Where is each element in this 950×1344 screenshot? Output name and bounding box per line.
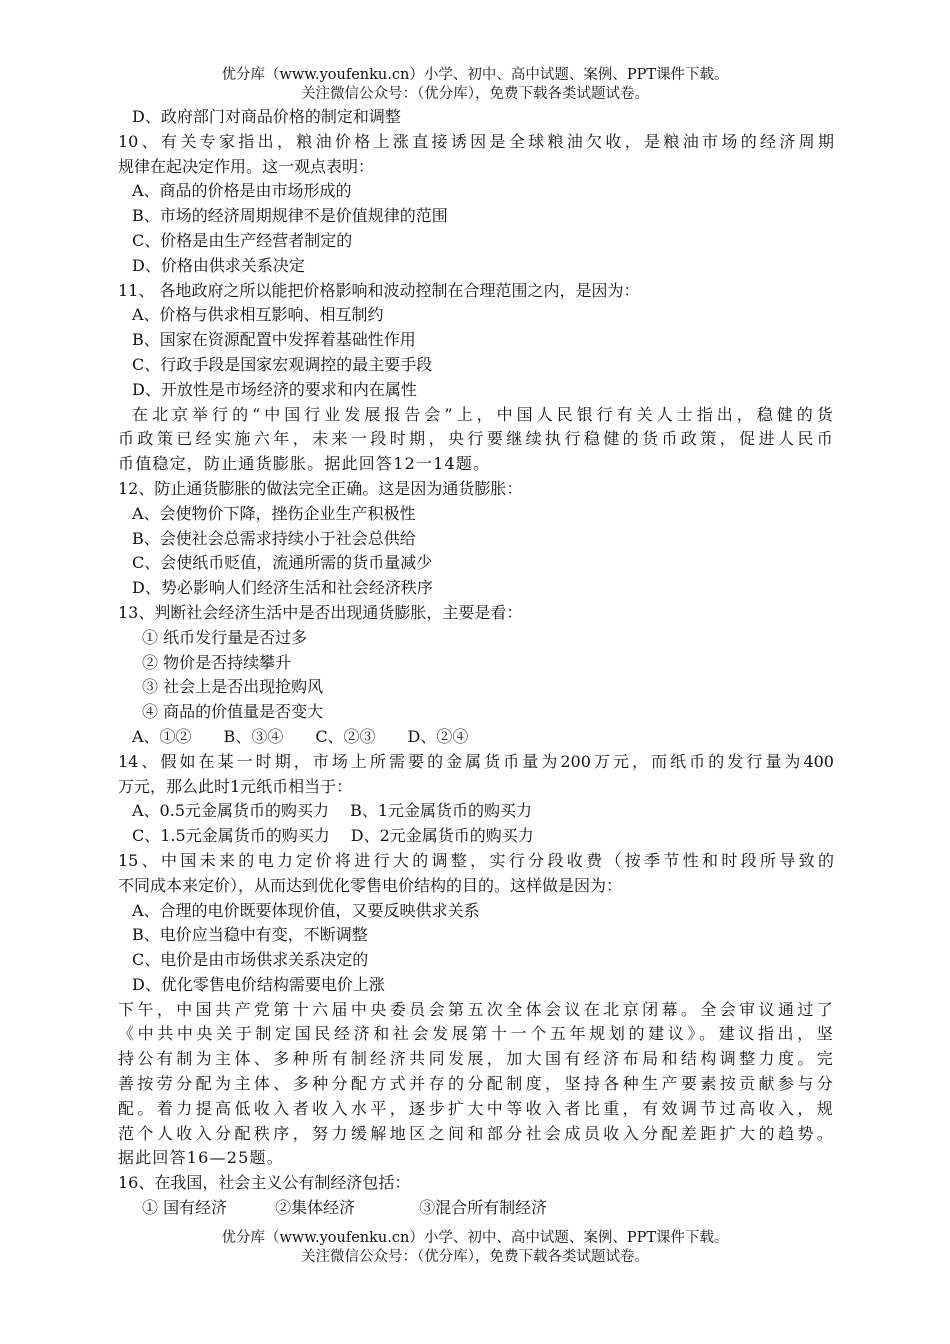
text-line: 持公有制为主体、多种所有制经济共同发展，加大国有经济布局和结构调整力度。完	[118, 1049, 834, 1069]
text-line: B、电价应当稳中有变，不断调整	[132, 925, 368, 945]
text-line: D、价格由供求关系决定	[132, 255, 305, 275]
text-line: 11、 各地政府之所以能把价格影响和波动控制在合理范围之内，是因为：	[118, 280, 640, 300]
text-line: 万元，那么此时1元纸币相当于：	[118, 776, 353, 796]
page-header	[0, 66, 950, 104]
text-line: 币政策已经实施六年，未来一段时期，央行要继续执行稳健的货币政策，促进人民币	[118, 429, 834, 449]
text-line: 规律在起决定作用。这一观点表明：	[118, 156, 375, 176]
text-line: D、优化零售电价结构需要电价上涨	[132, 974, 385, 994]
text-line: B、会使社会总需求持续小于社会总供给	[132, 528, 416, 548]
text-line: A、商品的价格是由市场形成的	[132, 181, 352, 201]
document-body	[118, 105, 834, 1221]
text-line: B、国家在资源配置中发挥着基础性作用	[132, 330, 416, 350]
text-line: 善按劳分配为主体、多种分配方式并存的分配制度，坚持各种生产要素按贡献参与分	[118, 1074, 834, 1094]
text-line: C、会使纸币贬值，流通所需的货币量减少	[132, 553, 433, 573]
header-line-2: 关注微信公众号：（优分库），免费下载各类试题试卷。	[301, 86, 649, 102]
text-line: 《中共中央关于制定国民经济和社会发展第十一个五年规划的建议》。建议指出，坚	[118, 1024, 834, 1044]
text-line: 13、判断社会经济生活中是否出现通货膨胀，主要是看：	[118, 602, 523, 622]
text-line: 币值稳定，防止通货膨胀。据此回答12一14题。	[118, 454, 491, 474]
text-line: 不同成本来定价），从而达到优化零售电价结构的目的。这样做是因为：	[118, 875, 623, 895]
page-footer	[0, 1229, 950, 1267]
text-line: ① 纸币发行量是否过多	[142, 627, 308, 647]
text-line: D、政府部门对商品价格的制定和调整	[132, 107, 401, 126]
footer-line-1: 优分库（www.youfenku.cn）小学、初中、高中试题、案例、PPT课件下载。	[221, 1230, 729, 1246]
text-line: ④ 商品的价值量是否变大	[142, 702, 324, 722]
text-line: D、势必影响人们经济生活和社会经济秩序	[132, 578, 433, 598]
text-line: 10、有关专家指出，粮油价格上涨直接诱因是全球粮油欠收，是粮油市场的经济周期	[118, 131, 834, 151]
text-line: A、①② B、③④ C、②③ D、②④	[132, 726, 469, 746]
text-line: 15、中国未来的电力定价将进行大的调整，实行分段收费（按季节性和时段所导致的	[118, 850, 834, 870]
text-line: ① 国有经济 ②集体经济 ③混合所有制经济	[142, 1198, 548, 1218]
text-line: A、合理的电价既要体现价值，又要反映供求关系	[132, 900, 480, 920]
text-line: D、开放性是市场经济的要求和内在属性	[132, 379, 417, 399]
text-line: 16、在我国，社会主义公有制经济包括：	[118, 1173, 411, 1193]
text-line: 配。着力提高低收入者收入水平，逐步扩大中等收入者比重，有效调节过高收入，规	[118, 1098, 834, 1118]
text-line: C、电价是由市场供求关系决定的	[132, 950, 369, 970]
text-line: A、0.5元金属货币的购买力 B、1元金属货币的购买力	[132, 801, 533, 821]
text-line: ③ 社会上是否出现抢购风	[142, 677, 324, 697]
header-line-1: 优分库（www.youfenku.cn）小学、初中、高中试题、案例、PPT课件下载。	[221, 67, 729, 83]
text-line: 在北京举行的“中国行业发展报告会”上，中国人民银行有关人士指出，稳健的货	[132, 404, 834, 424]
text-line: ② 物价是否持续攀升	[142, 652, 292, 672]
footer-line-2: 关注微信公众号：（优分库），免费下载各类试题试卷。	[301, 1249, 649, 1265]
text-line: 14、假如在某一时期，市场上所需要的金属货币量为200万元，而纸币的发行量为400	[118, 751, 834, 771]
text-line: 范个人收入分配秩序，努力缓解地区之间和部分社会成员收入分配差距扩大的趋势。	[118, 1123, 834, 1143]
text-line: C、行政手段是国家宏观调控的最主要手段	[132, 354, 433, 374]
text-line: 下午，中国共产党第十六届中央委员会第五次全体会议在北京闭幕。全会审议通过了	[118, 999, 834, 1019]
text-line: 12、防止通货膨胀的做法完全正确。这是因为通货膨胀：	[118, 478, 523, 498]
text-line: C、价格是由生产经营者制定的	[132, 230, 353, 250]
text-line: C、1.5元金属货币的购买力 D、2元金属货币的购买力	[132, 826, 534, 846]
text-line: A、价格与供求相互影响、相互制约	[132, 305, 384, 325]
text-line: 据此回答16—25题。	[118, 1148, 284, 1168]
text-line: A、会使物价下降，挫伤企业生产积极性	[132, 503, 416, 523]
text-line: B、市场的经济周期规律不是价值规律的范围	[132, 206, 448, 226]
